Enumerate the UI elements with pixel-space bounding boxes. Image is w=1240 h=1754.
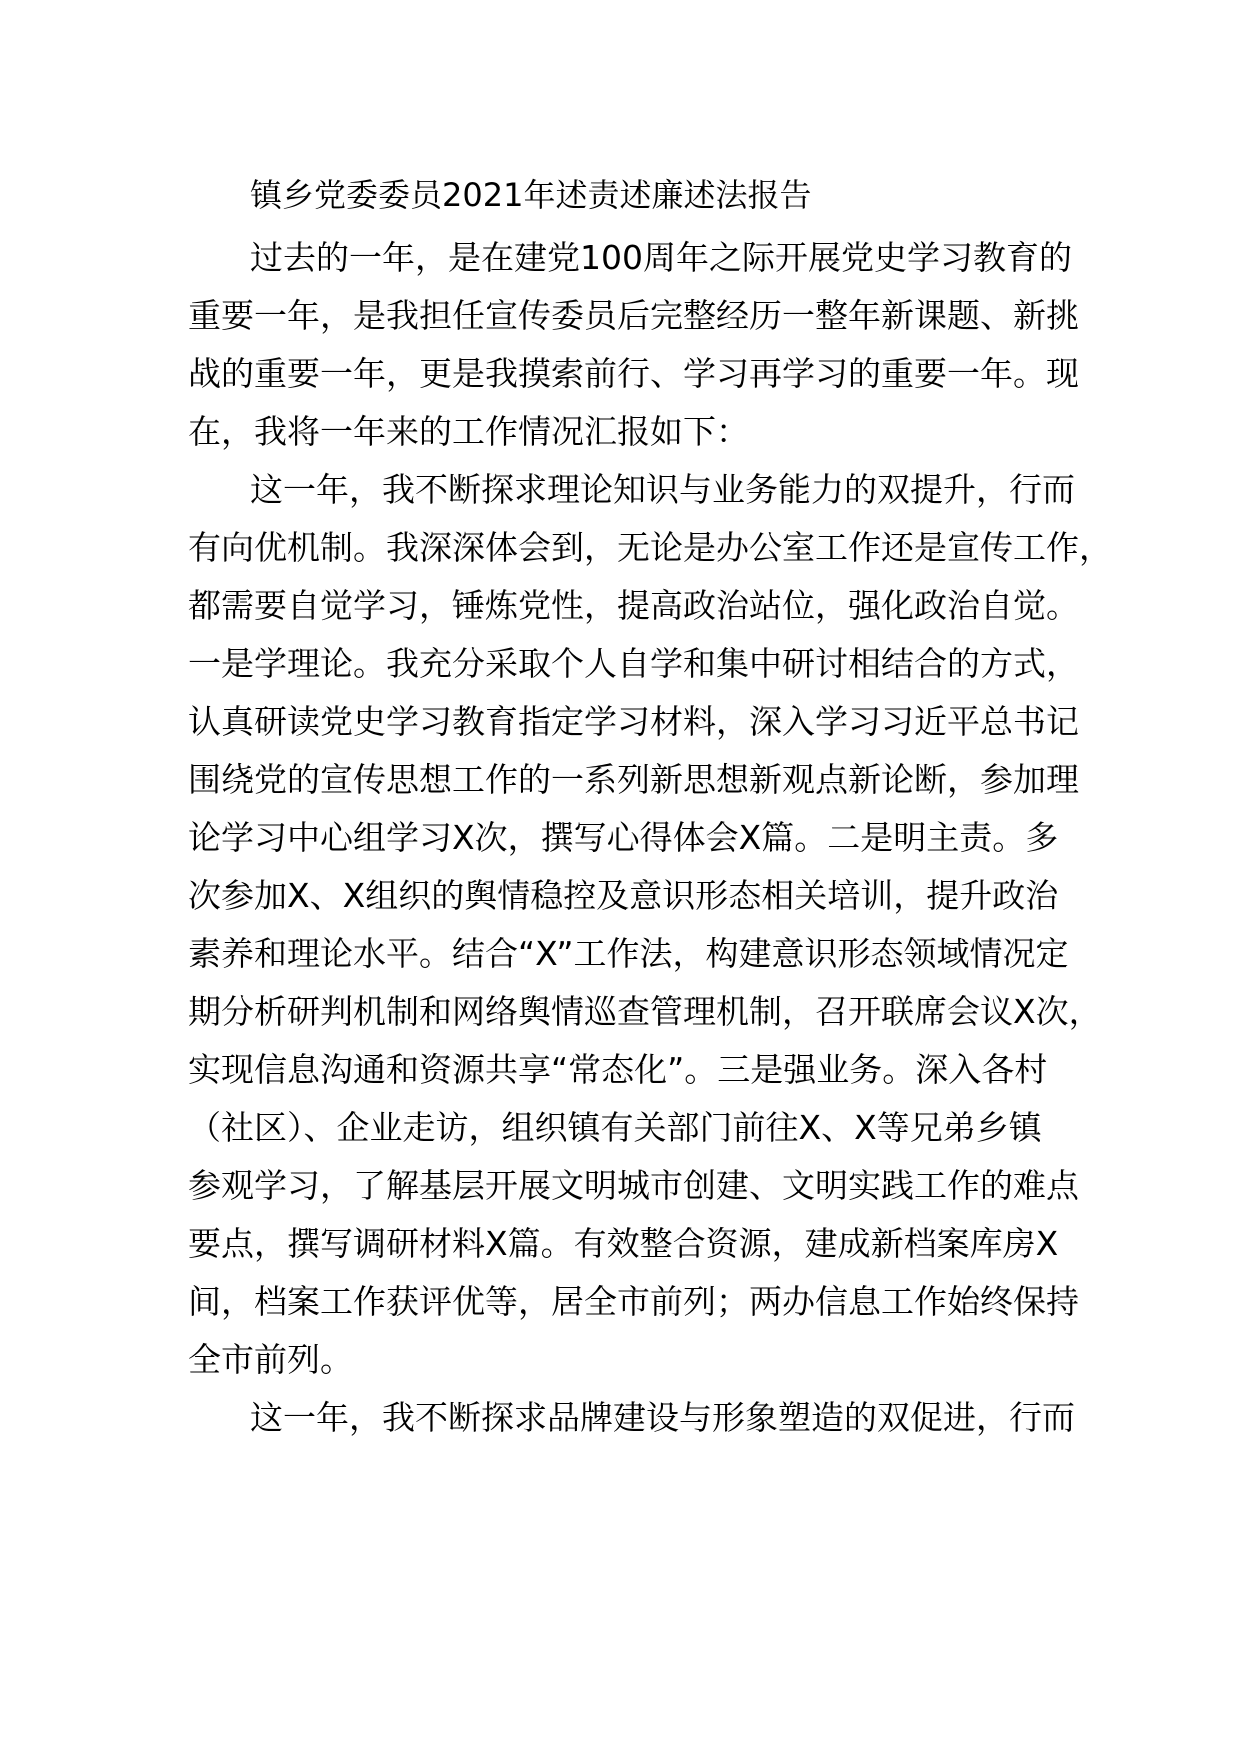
paragraph-line: 间，档案工作获评优等，居全市前列；两办信息工作始终保持 [188, 1282, 1079, 1321]
document-title: 镇乡党委委员2021年述责述廉述法报告 [250, 176, 812, 214]
paragraph-line: 参观学习，了解基层开展文明城市创建、文明实践工作的难点 [188, 1166, 1079, 1205]
paragraph-line: 期分析研判机制和网络舆情巡查管理机制，召开联席会议X次， [188, 992, 1102, 1031]
paragraph-line: 围绕党的宣传思想工作的一系列新思想新观点新论断，参加理 [188, 760, 1079, 799]
paragraph-line: 这一年，我不断探求理论知识与业务能力的双提升，行而 [250, 470, 1075, 509]
paragraph-line: 认真研读党史学习教育指定学习材料，深入学习习近平总书记 [188, 702, 1079, 741]
paragraph-line: 重要一年，是我担任宣传委员后完整经历一整年新课题、新挑 [188, 296, 1079, 335]
paragraph-line: 全市前列。 [188, 1340, 353, 1379]
paragraph-line: 过去的一年，是在建党100周年之际开展党史学习教育的 [250, 238, 1072, 277]
paragraph-line: 都需要自觉学习，锤炼党性，提高政治站位，强化政治自觉。 [188, 586, 1079, 625]
paragraph-line: 次参加X、X组织的舆情稳控及意识形态相关培训，提升政治 [188, 876, 1059, 915]
paragraph-line: 有向优机制。我深深体会到，无论是办公室工作还是宣传工作， [188, 528, 1112, 567]
paragraph-line: 素养和理论水平。结合“X”工作法，构建意识形态领域情况定 [188, 934, 1069, 973]
paragraph-line: 一是学理论。我充分采取个人自学和集中研讨相结合的方式， [188, 644, 1079, 683]
paragraph-line: 在，我将一年来的工作情况汇报如下： [188, 412, 749, 451]
paragraph-line: 这一年，我不断探求品牌建设与形象塑造的双促进，行而 [250, 1398, 1075, 1437]
paragraph-line: 实现信息沟通和资源共享“常态化”。三是强业务。深入各村 [188, 1050, 1048, 1089]
paragraph-line: （社区）、企业走访，组织镇有关部门前往X、X等兄弟乡镇 [188, 1108, 1042, 1147]
paragraph-line: 要点，撰写调研材料X篇。有效整合资源，建成新档案库房X [188, 1224, 1059, 1263]
paragraph-line: 战的重要一年，更是我摸索前行、学习再学习的重要一年。现 [188, 354, 1079, 393]
paragraph-line: 论学习中心组学习X次，撰写心得体会X篇。二是明主责。多 [188, 818, 1059, 857]
